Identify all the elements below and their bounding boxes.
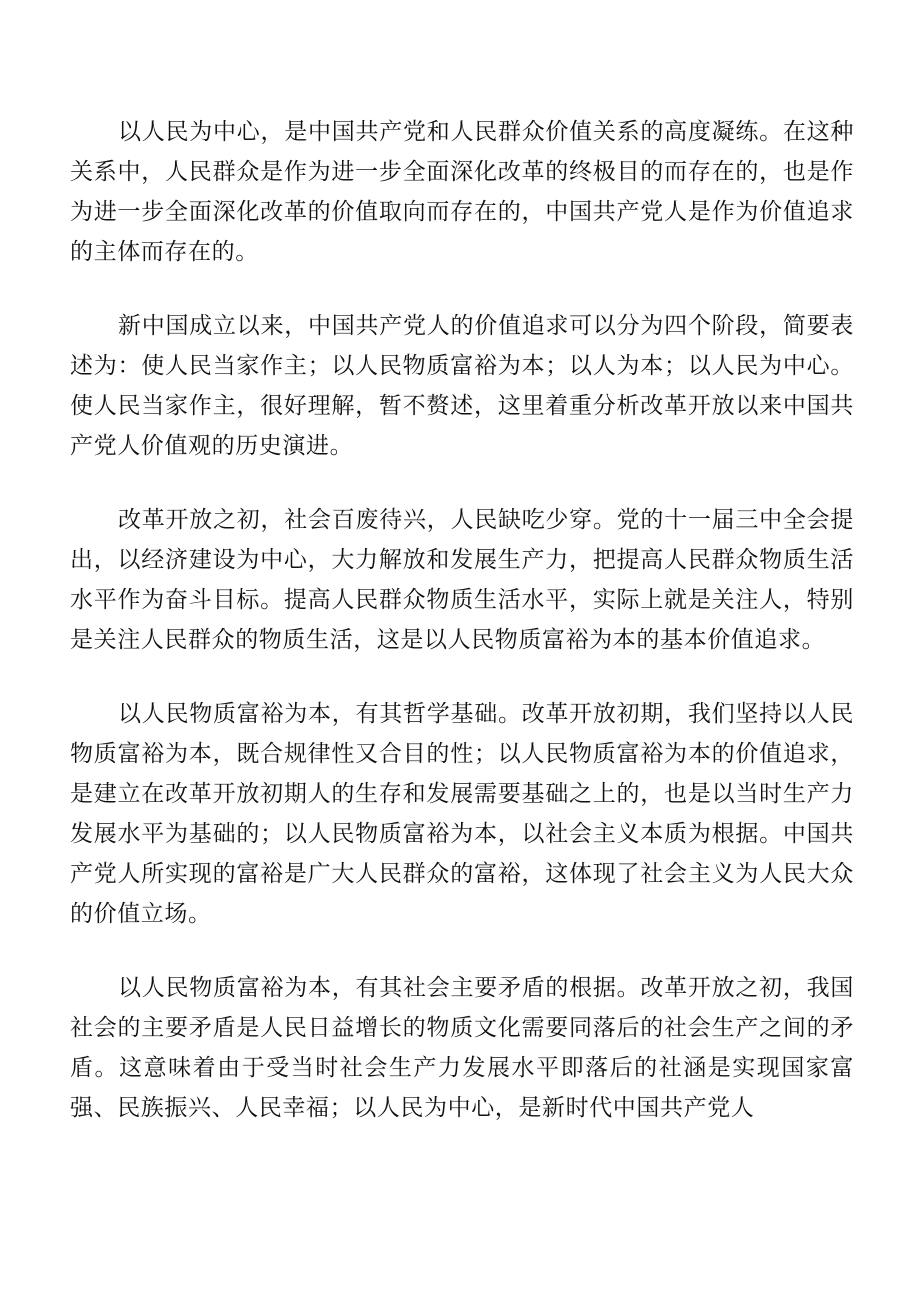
paragraph-2: 新中国成立以来，中国共产党人的价值追求可以分为四个阶段，简要表述为：使人民当家作主；以人民物质富裕为本；以人为本；以人民为中心。使人民当家作主，很好理解，暂不赘述，这里着重分析改革开放以来中国共产党人价值观的历史演进。 [70, 313, 854, 459]
document-page [70, 112, 854, 1162]
paragraph-3: 改革开放之初，社会百废待兴，人民缺吃少穿。党的十一届三中全会提出，以经济建设为中心，大力解放和发展生产力，把提高人民群众物质生活水平作为奋斗目标。提高人民群众物质生活水平，实际上就是关注人，特别是关注人民群众的物质生活，这是以人民物质富裕为本的基本价值追求。 [70, 507, 854, 653]
paragraph-1: 以人民为中心，是中国共产党和人民群众价值关系的高度凝练。在这种关系中，人民群众是作为进一步全面深化改革的终极目的而存在的，也是作为进一步全面深化改革的价值取向而存在的，中国共产党人是作为价值追求的主体而存在的。 [70, 119, 854, 265]
paragraph-5: 以人民物质富裕为本，有其社会主要矛盾的根据。改革开放之初，我国社会的主要矛盾是人民日益增长的物质文化需要同落后的社会生产之间的矛盾。这意味着由于受当时社会生产力发展水平即落后的社涵是实现国家富强、民族振兴、人民幸福；以人民为中心，是新时代中国共产党人 [70, 975, 854, 1121]
paragraph-4: 以人民物质富裕为本，有其哲学基础。改革开放初期，我们坚持以人民物质富裕为本，既合规律性又合目的性；以人民物质富裕为本的价值追求，是建立在改革开放初期人的生存和发展需要基础之上的，也是以当时生产力发展水平为基础的；以人民物质富裕为本，以社会主义本质为根据。中国共产党人所实现的富裕是广大人民群众的富裕，这体现了社会主义为人民大众的价值立场。 [70, 701, 854, 927]
